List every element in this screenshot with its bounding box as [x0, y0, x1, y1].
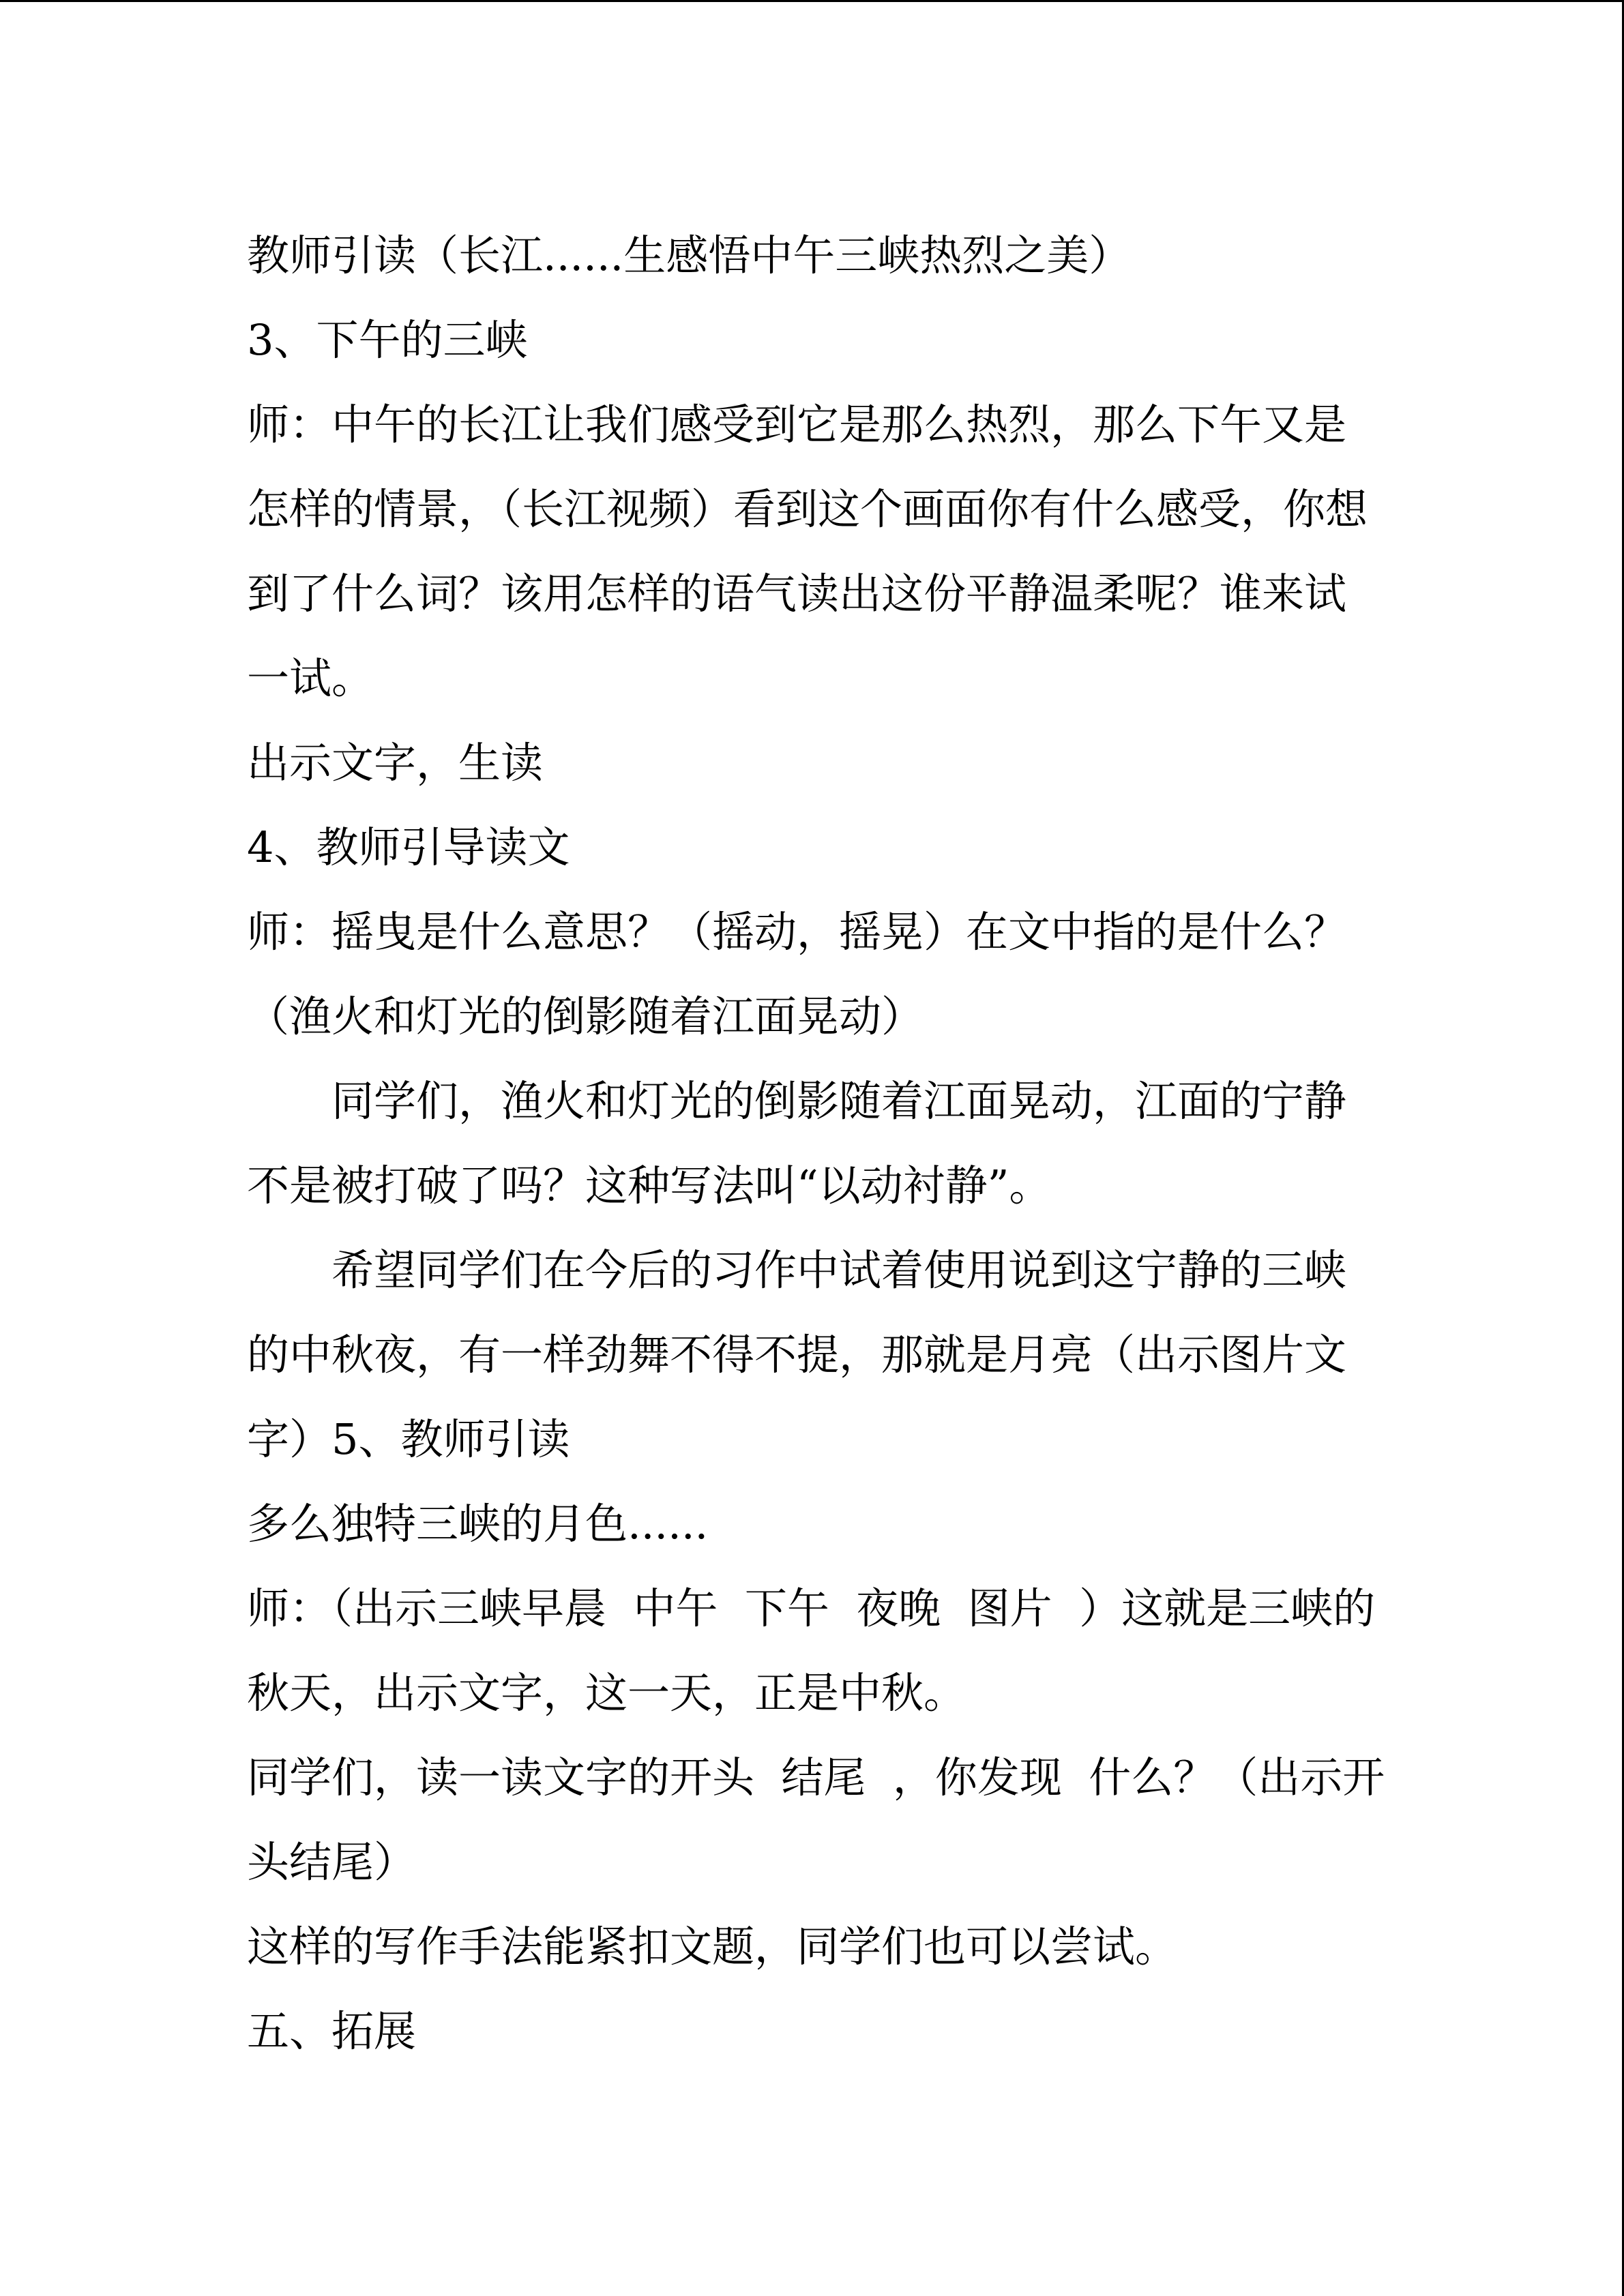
text-line-6: 一试。	[247, 653, 374, 703]
section-heading-extension: 五、拓展	[247, 2006, 417, 2056]
text-line-17: 师：（出示三峡早晨 中午 下午 夜晚 图片 ）这就是三峡的	[247, 1583, 1376, 1633]
text-line-3: 师：中午的长江让我们感受到它是那么热烈，那么下午又是	[247, 400, 1347, 449]
text-line-19: 同学们，读一读文字的开头 结尾 ，你发现 什么？（出示开	[247, 1753, 1385, 1802]
text-line-12: 不是被打破了吗？这种写法叫“以动衬静”。	[247, 1161, 1052, 1210]
text-line-15: 字）5、教师引读	[247, 1414, 570, 1464]
text-line-7: 出示文字，生读	[247, 738, 544, 788]
text-line-14: 的中秋夜，有一样劲舞不得不提，那就是月亮（出示图片文	[247, 1330, 1347, 1380]
text-line-8: 4、教师引导读文	[247, 822, 570, 872]
text-line-1: 教师引读（长江......生感悟中午三峡热烈之美）	[247, 230, 1132, 280]
text-line-4: 怎样的情景，（长江视频）看到这个画面你有什么感受，你想	[247, 484, 1368, 534]
text-line-21: 这样的写作手法能紧扣文题，同学们也可以尝试。	[247, 1922, 1178, 1971]
document-body	[247, 213, 1420, 2074]
text-line-9: 师：摇曳是什么意思？（摇动，摇晃）在文中指的是什么？	[247, 907, 1347, 957]
text-line-13: 希望同学们在今后的习作中试着使用说到这宁静的三峡	[331, 1245, 1347, 1295]
text-line-18: 秋天，出示文字，这一天，正是中秋。	[247, 1668, 966, 1718]
text-line-5: 到了什么词？该用怎样的语气读出这份平静温柔呢？谁来试	[247, 569, 1347, 618]
text-line-16: 多么独特三峡的月色......	[247, 1499, 709, 1549]
text-line-11: 同学们，渔火和灯光的倒影随着江面晃动，江面的宁静	[331, 1076, 1347, 1126]
text-line-10: （渔火和灯光的倒影随着江面晃动）	[247, 992, 924, 1041]
text-line-20: 头结尾）	[247, 1837, 417, 1887]
text-line-2: 3、下午的三峡	[247, 315, 528, 365]
